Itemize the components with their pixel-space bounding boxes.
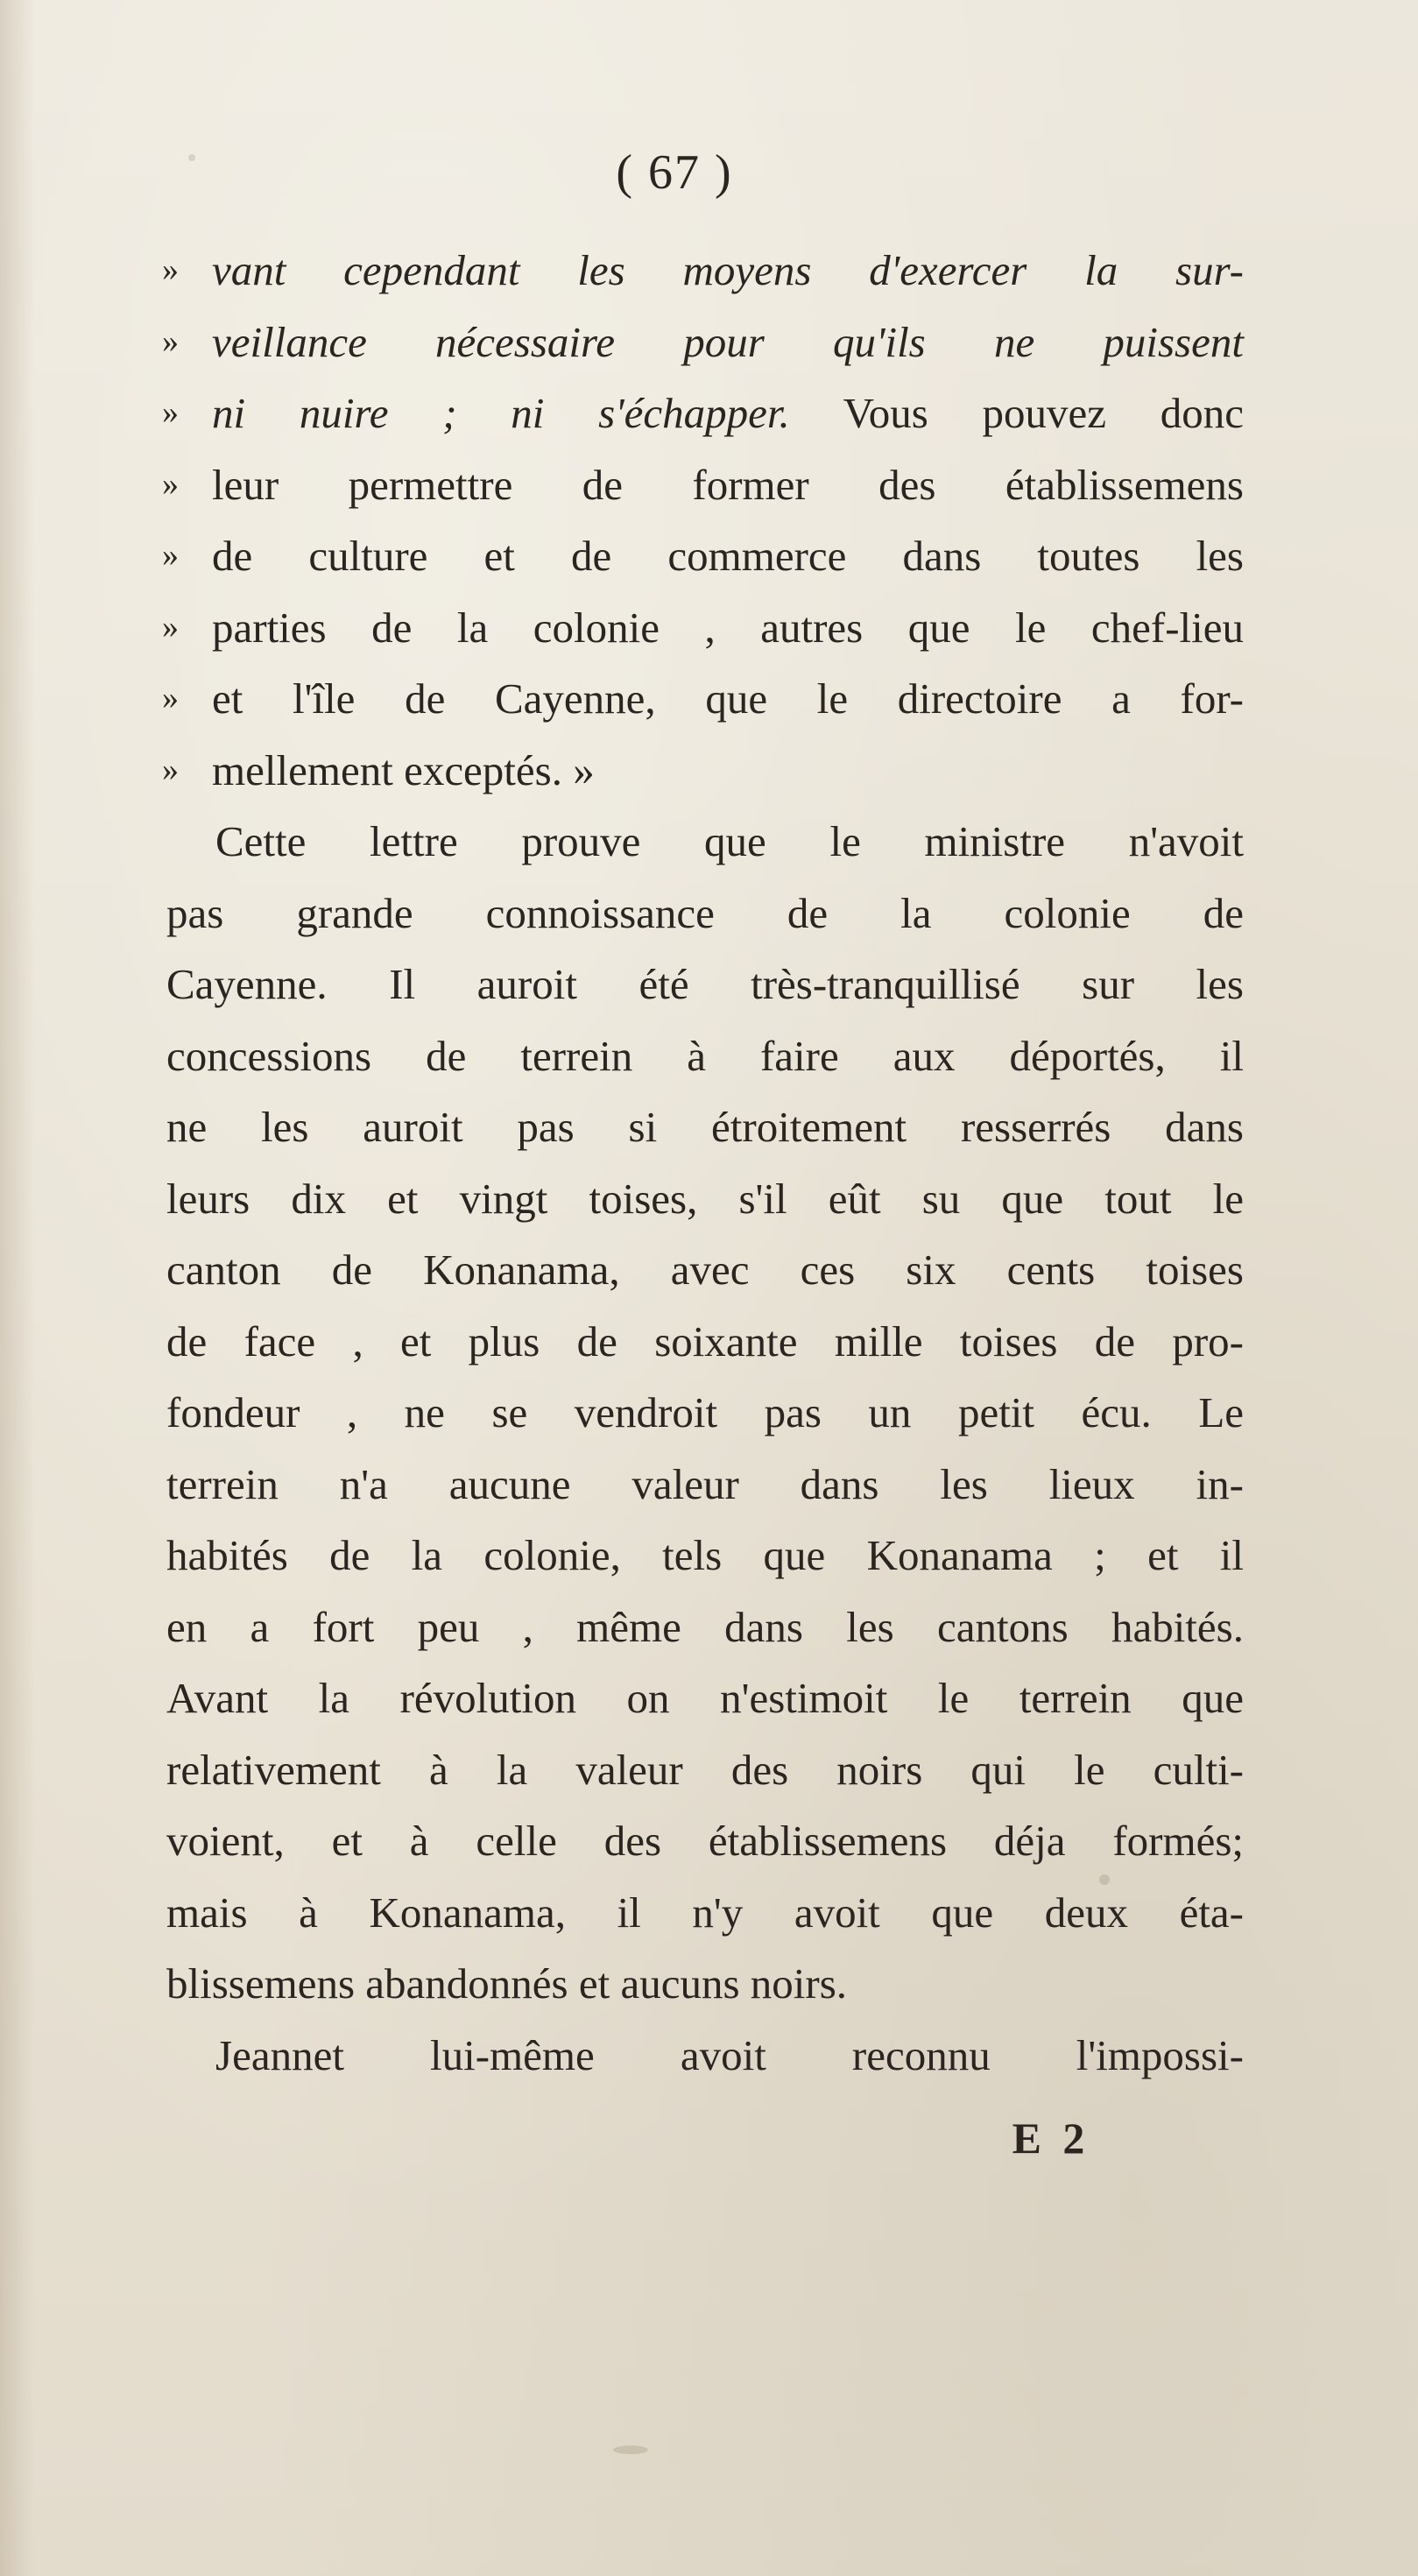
line-text: Avant la révolution on n'estimoit le terrein que	[166, 1674, 1244, 1722]
line-text: fondeur , ne se vendroit pas un petit écu. Le	[166, 1388, 1244, 1436]
line-text: leurs dix et vingt toises, s'il eût su que tout le	[166, 1174, 1244, 1223]
text-line	[162, 592, 1244, 664]
line-text: leur permettre de former des établissemens	[212, 460, 1244, 509]
line-text: concessions de terrein à faire aux déportés, il	[166, 1031, 1244, 1080]
text-line	[166, 1805, 1244, 1877]
text-line	[166, 949, 1244, 1020]
line-text: relativement à la valeur des noirs qui le culti-	[166, 1745, 1244, 1794]
text-line	[166, 1662, 1244, 1734]
line-text: ne les auroit pas si étroitement resserrés dans	[166, 1103, 1244, 1151]
text-line	[166, 1091, 1244, 1163]
quote-mark: »	[162, 608, 179, 646]
text-line	[166, 1449, 1244, 1521]
text-line	[162, 378, 1245, 449]
line-text: voient, et à celle des établissemens déja formés;	[166, 1817, 1244, 1865]
paper-stain	[613, 2445, 648, 2454]
text-line	[166, 1377, 1244, 1449]
text-line	[166, 1306, 1244, 1378]
text-line	[162, 663, 1244, 735]
line-text: pas grande connoissance de la colonie de	[166, 888, 1244, 937]
text-line	[166, 1877, 1244, 1949]
line-text: et l'île de Cayenne, que le directoire a for-	[212, 674, 1244, 723]
body-text	[162, 235, 1245, 2091]
quote-mark: »	[162, 394, 179, 431]
text-line	[166, 1520, 1244, 1591]
line-text: mais à Konanama, il n'y avoit que deux éta-	[166, 1888, 1244, 1937]
paragraph-first-line	[166, 806, 1244, 878]
paragraph-first-line	[166, 2020, 1244, 2092]
text-line	[162, 307, 1244, 378]
line-text: canton de Konanama, avec ces six cents toises	[166, 1246, 1244, 1294]
text-line	[162, 449, 1244, 521]
quote-mark: »	[162, 465, 179, 503]
text-line	[166, 1591, 1244, 1663]
line-text: vant cependant les moyens d'exercer la sur-	[212, 246, 1244, 294]
line-text: Jeannet lui-même avoit reconnu l'impossi-	[215, 2030, 1244, 2079]
line-text: blissemens abandonnés et aucuns noirs.	[166, 1959, 848, 2008]
line-text: de culture et de commerce dans toutes les	[212, 532, 1244, 580]
quote-mark: »	[162, 251, 179, 288]
text-line	[166, 1234, 1244, 1306]
text-line	[162, 235, 1244, 307]
line-text: terrein n'a aucune valeur dans les lieux in-	[166, 1459, 1244, 1508]
italic-text: ni nuire ; ni s'échapper.	[212, 389, 790, 437]
quote-mark: »	[162, 322, 179, 360]
quote-mark: »	[162, 537, 179, 574]
roman-text: Vous pouvez donc	[789, 389, 1245, 437]
text-line	[166, 1734, 1244, 1806]
page-number: ( 67 )	[616, 145, 733, 200]
text-line	[162, 520, 1244, 592]
text-line	[166, 1948, 1244, 2020]
line-text: mellement exceptés. »	[212, 745, 595, 794]
line-text: Cayenne. Il auroit été très-tranquillisé sur les	[166, 960, 1244, 1008]
text-line	[162, 735, 1244, 807]
line-text: habités de la colonie, tels que Konanama ; et il	[166, 1531, 1244, 1579]
quote-mark: »	[162, 751, 179, 788]
line-text	[212, 378, 1244, 449]
line-text: Cette lettre prouve que le ministre n'avoit	[215, 817, 1244, 865]
text-line	[166, 1020, 1244, 1092]
line-text: veillance nécessaire pour qu'ils ne puissent	[212, 317, 1244, 366]
page-gutter-shadow	[0, 0, 35, 2576]
quote-mark: »	[162, 680, 179, 716]
paper-stain	[188, 154, 195, 161]
line-text: parties de la colonie , autres que le chef-lieu	[212, 603, 1244, 652]
text-line	[166, 1163, 1244, 1235]
line-text: de face , et plus de soixante mille toises de pro-	[166, 1316, 1244, 1366]
signature-mark: E 2	[1012, 2114, 1090, 2163]
line-text: en a fort peu , même dans les cantons habités.	[166, 1602, 1244, 1651]
text-line	[166, 878, 1244, 949]
